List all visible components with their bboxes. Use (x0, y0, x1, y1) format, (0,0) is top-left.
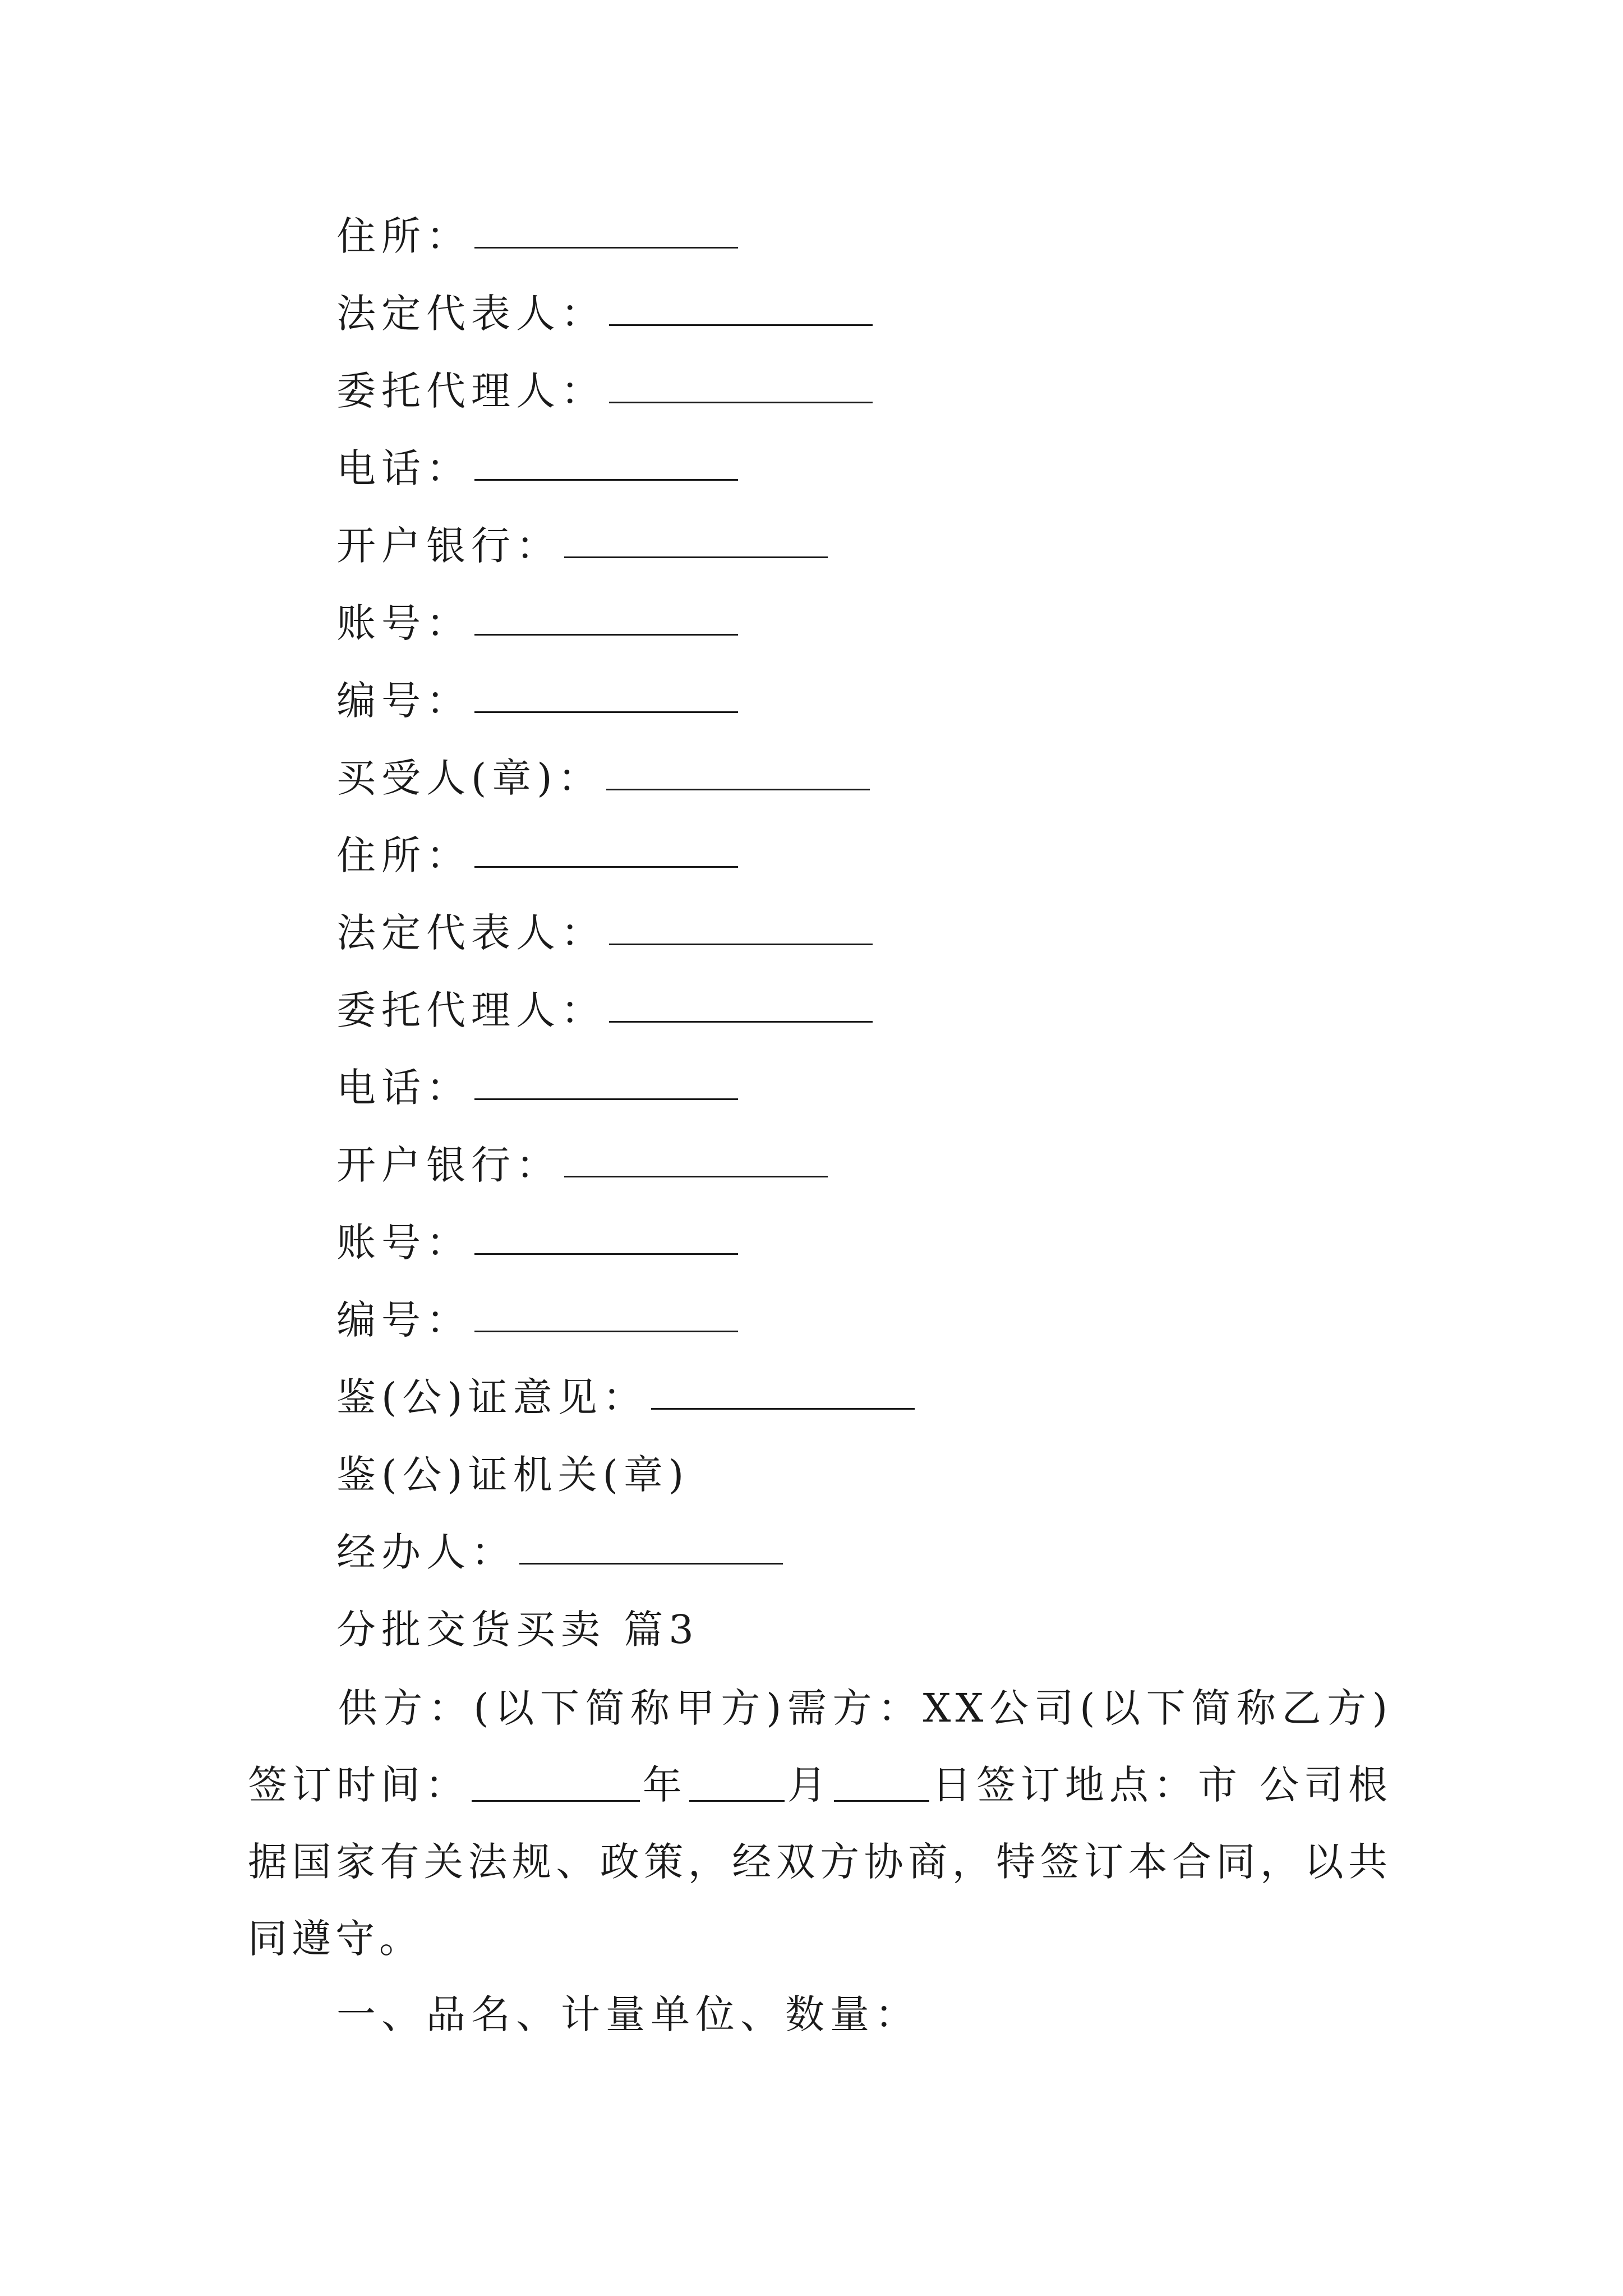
notary-opinion-label: 鉴(公)证意见： (336, 1374, 648, 1420)
buyer-address-label: 住所： (336, 832, 471, 878)
legal-rep-label: 法定代表人： (336, 290, 606, 337)
intro-text-part2: 日签订地点：市 公司根据国家有关法规、政策，经双方协商，特签订本合同，以共同遵守。 (248, 1762, 1393, 1962)
buyer-blank[interactable] (606, 789, 870, 790)
month-blank[interactable] (689, 1800, 785, 1802)
month-label: 月 (786, 1762, 832, 1808)
buyer-legal-rep-label: 法定代表人： (336, 909, 606, 956)
code-label: 编号： (336, 677, 471, 724)
buyer-bank-label: 开户银行： (336, 1142, 561, 1188)
buyer-agent-field (336, 973, 873, 1041)
intro-text-part1: 供方：(以下简称甲方)需方：XX公司(以下简称乙方)签订时间： (248, 1685, 1392, 1808)
buyer-address-blank[interactable] (474, 866, 738, 868)
buyer-phone-field (336, 1051, 738, 1118)
buyer-agent-blank[interactable] (609, 1021, 873, 1023)
buyer-account-field (336, 1205, 738, 1273)
item1-heading: 一、品名、计量单位、数量： (336, 1991, 920, 2037)
legal-rep-blank[interactable] (609, 324, 873, 326)
buyer-account-label: 账号： (336, 1219, 471, 1266)
buyer-code-field (336, 1283, 738, 1350)
bank-field (336, 509, 828, 576)
code-field (336, 664, 738, 731)
phone-label: 电话： (336, 445, 471, 491)
notary-opinion-field (336, 1360, 915, 1428)
notary-opinion-blank[interactable] (651, 1408, 915, 1410)
section-heading: 分批交货买卖 篇3 (336, 1606, 699, 1653)
buyer-address-field (336, 818, 738, 886)
account-field (336, 586, 738, 654)
buyer-legal-rep-blank[interactable] (609, 944, 873, 945)
account-label: 账号： (336, 600, 471, 646)
buyer-code-blank[interactable] (474, 1331, 738, 1332)
notary-authority-label: 鉴(公)证机关(章) (336, 1451, 690, 1498)
buyer-bank-field (336, 1128, 828, 1195)
handler-blank[interactable] (519, 1563, 783, 1565)
agent-blank[interactable] (609, 402, 873, 403)
buyer-bank-blank[interactable] (564, 1176, 828, 1177)
agent-field (336, 354, 873, 421)
year-label: 年 (642, 1762, 687, 1808)
buyer-legal-rep-field (336, 896, 873, 963)
buyer-field (336, 741, 870, 808)
bank-label: 开户银行： (336, 522, 561, 569)
buyer-agent-label: 委托代理人： (336, 987, 606, 1033)
handler-label: 经办人： (336, 1529, 516, 1575)
day-blank[interactable] (834, 1800, 929, 1802)
buyer-phone-label: 电话： (336, 1064, 471, 1111)
code-blank[interactable] (474, 711, 738, 713)
legal-rep-field (336, 277, 873, 344)
phone-blank[interactable] (474, 479, 738, 481)
contract-intro-paragraph (248, 1670, 1392, 1977)
bank-blank[interactable] (564, 556, 828, 558)
phone-field (336, 431, 738, 499)
buyer-account-blank[interactable] (474, 1253, 738, 1255)
address-blank[interactable] (474, 247, 738, 249)
year-blank[interactable] (472, 1800, 640, 1802)
handler-field (336, 1515, 783, 1582)
buyer-phone-blank[interactable] (474, 1098, 738, 1100)
buyer-label: 买受人(章)： (336, 754, 603, 801)
account-blank[interactable] (474, 634, 738, 636)
address-field (336, 199, 738, 266)
agent-label: 委托代理人： (336, 367, 606, 414)
buyer-code-label: 编号： (336, 1296, 471, 1343)
address-label: 住所： (336, 213, 471, 259)
